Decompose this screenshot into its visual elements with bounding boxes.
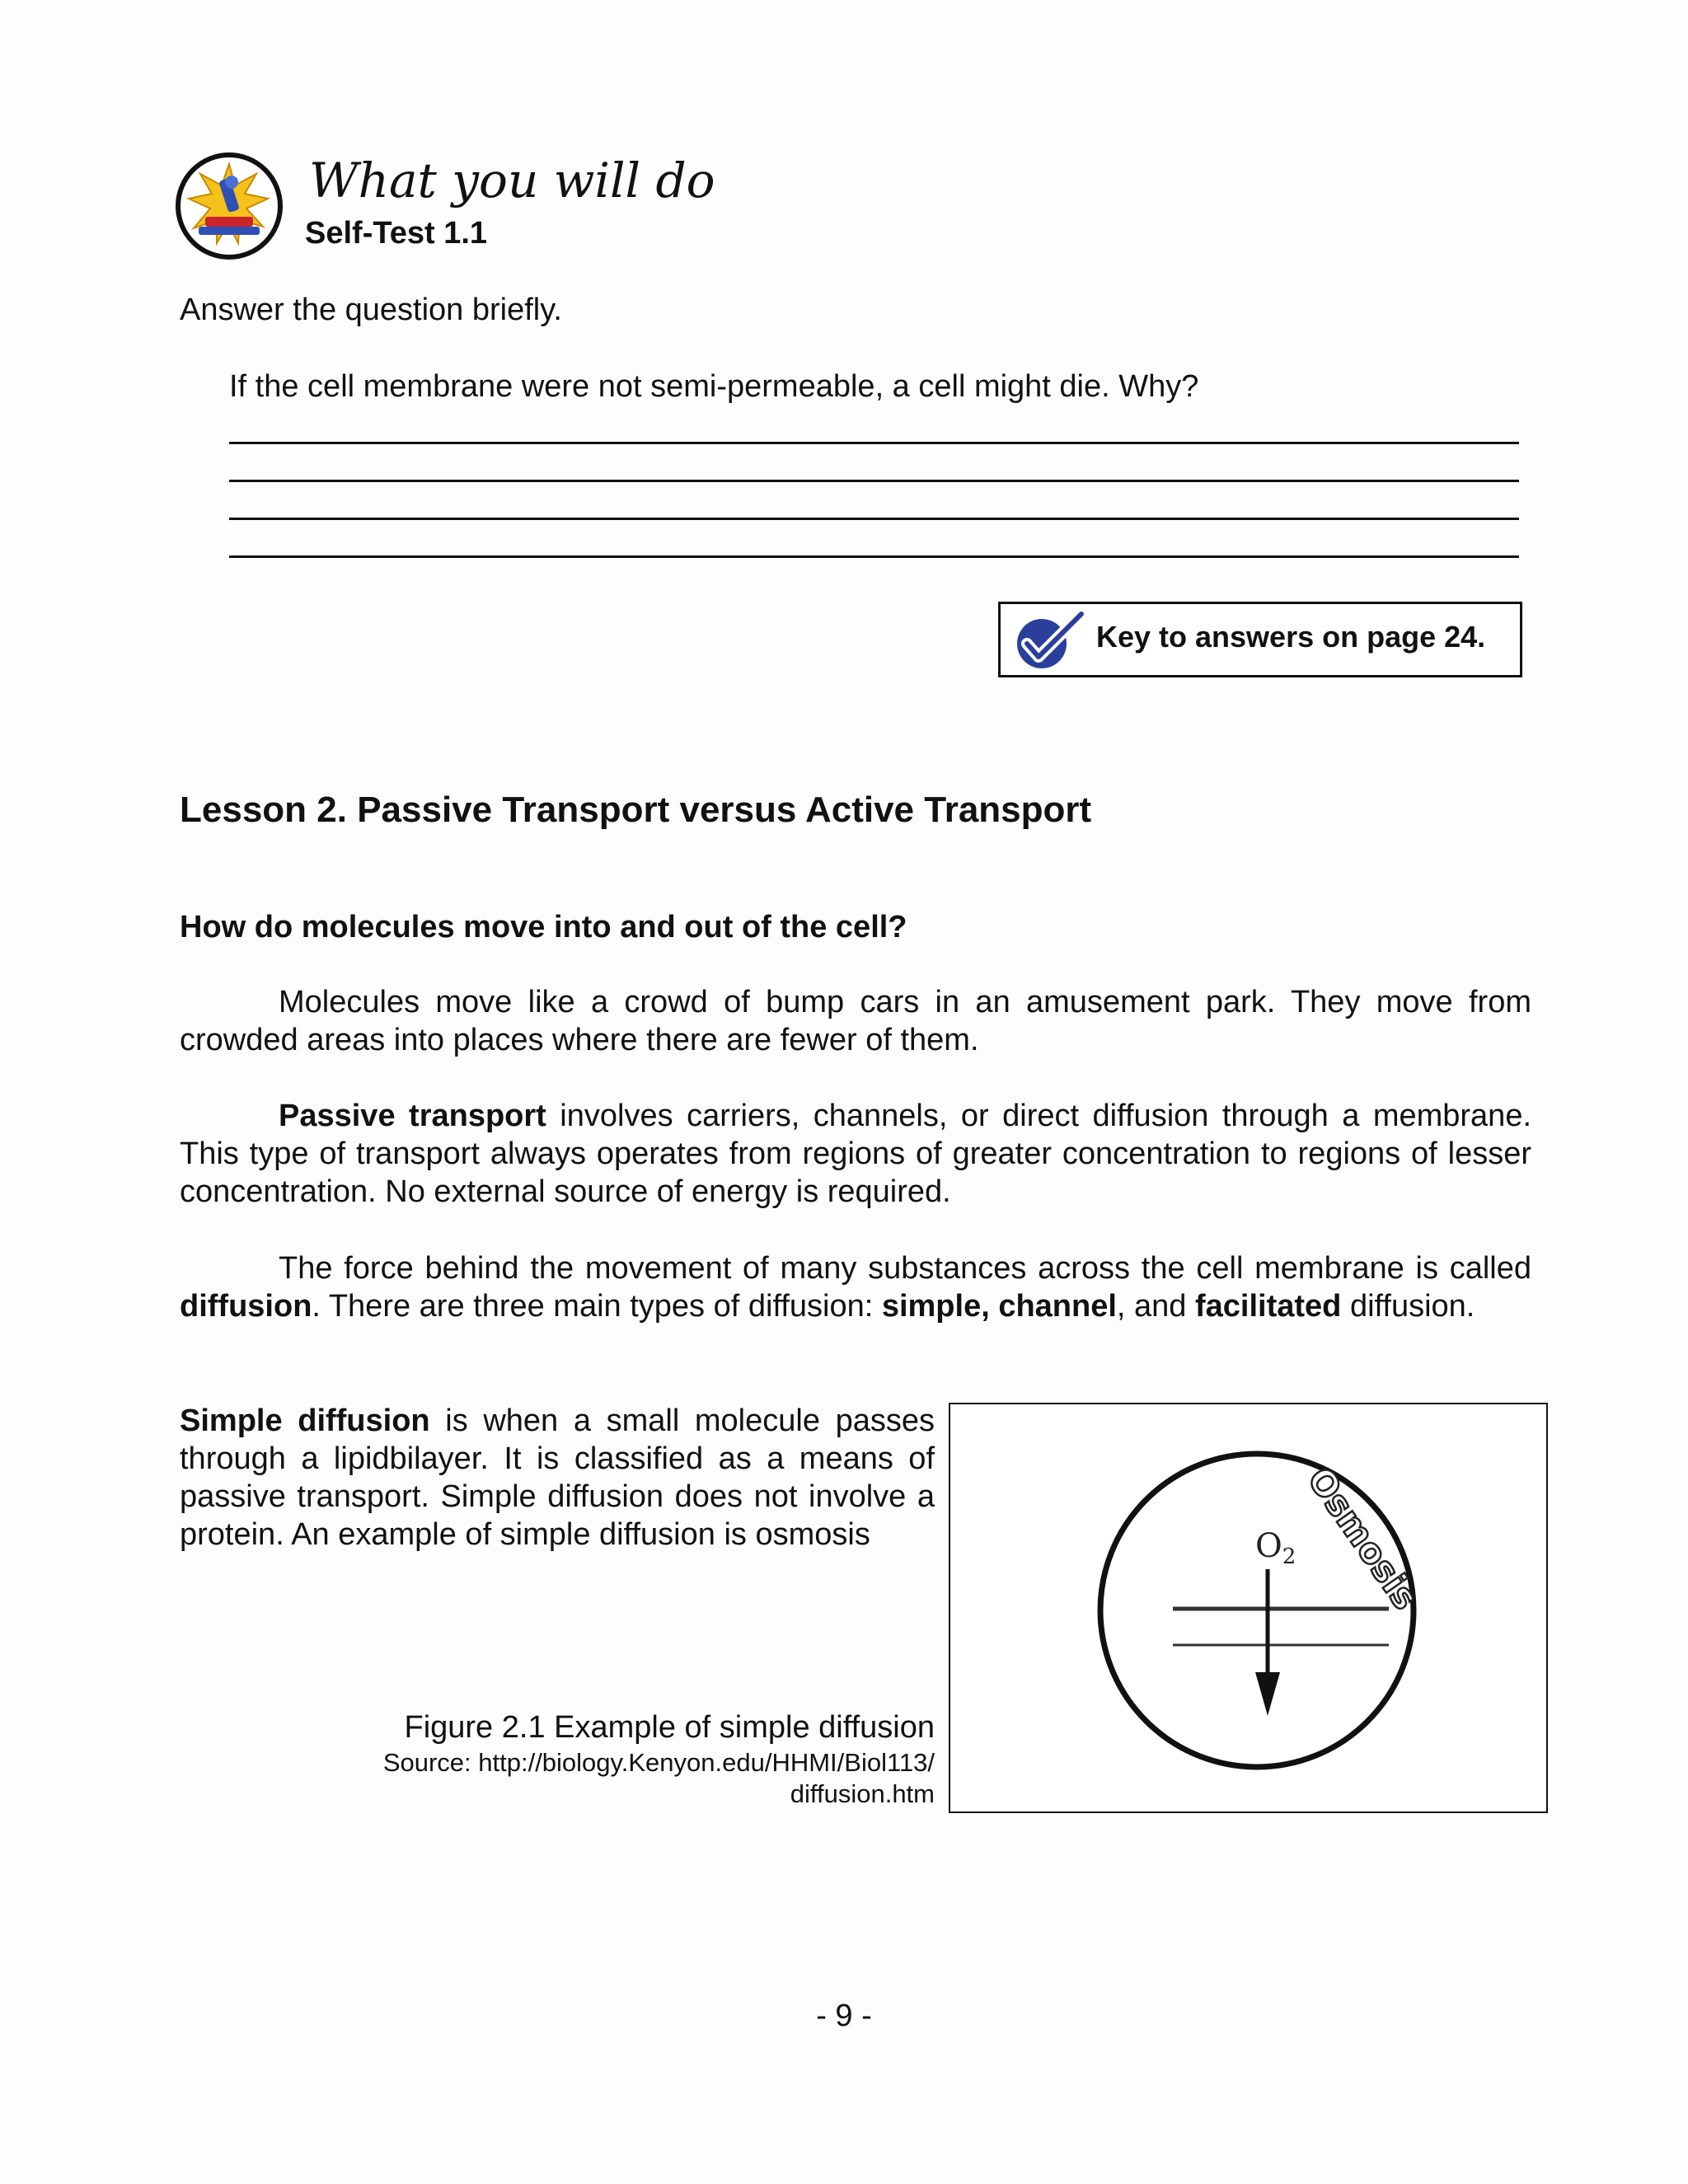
paragraph-simple-diffusion: Simple diffusion is when a small molecule passes through a lipidbilayer. It is classified as a means of passive transport. Simple diffusion does not involve a protein. An example of simple diffusion is osmosis <box>180 1404 935 1552</box>
osmosis-label: Osmosis <box>1299 1460 1427 1617</box>
o2-label: $O_2$ <box>1255 1527 1296 1569</box>
term-simple-channel: simple, channel <box>881 1289 1117 1324</box>
microscope-logo-icon <box>176 152 283 260</box>
term-passive-transport: Passive transport <box>279 1099 546 1133</box>
self-test-question: If the cell membrane were not semi-permeable, a cell might die. Why? <box>229 369 1199 404</box>
term-facilitated: facilitated <box>1195 1289 1342 1324</box>
lesson-question: How do molecules move into and out of the cell? <box>180 910 907 944</box>
paragraph-passive-transport: Passive transport involves carriers, channels, or direct diffusion through a membrane. This type of transport always operates from regions of greater concentration to regions of lesser concentration. No external source of energy is required. <box>180 1099 1532 1209</box>
answer-line[interactable] <box>229 555 1519 558</box>
answer-line[interactable] <box>229 518 1519 520</box>
answer-line[interactable] <box>229 480 1519 482</box>
section-title: What you will do <box>309 152 715 209</box>
page-number: - 9 - <box>816 1999 872 2033</box>
term-diffusion: diffusion <box>180 1289 312 1324</box>
answer-key-box <box>998 602 1522 677</box>
answer-key-text: Key to answers on page 24. <box>1096 620 1486 654</box>
instruction-text: Answer the question briefly. <box>180 293 562 327</box>
paragraph-diffusion: The force behind the movement of many substances across the cell membrane is called diffusion. There are three main types of diffusion: simple, channel, and facilitated diffusion. <box>180 1251 1531 1324</box>
checkmark-icon <box>1009 609 1088 672</box>
self-test-label: Self-Test 1.1 <box>305 216 488 251</box>
lesson-title: Lesson 2. Passive Transport versus Active Transport <box>180 790 1092 830</box>
figure-source: Source: http://biology.Kenyon.edu/HHMI/Biol113/ diffusion.htm <box>382 1748 935 1808</box>
term-simple-diffusion: Simple diffusion <box>180 1404 430 1438</box>
osmosis-diagram <box>950 1404 1546 1811</box>
figure-caption: Figure 2.1 Example of simple diffusion <box>404 1710 935 1745</box>
paragraph-molecules: Molecules move like a crowd of bump cars in an amusement park. They move from crowded areas into places where there are fewer of them. <box>180 985 1531 1057</box>
figure-osmosis <box>949 1403 1548 1813</box>
answer-line[interactable] <box>229 442 1519 444</box>
